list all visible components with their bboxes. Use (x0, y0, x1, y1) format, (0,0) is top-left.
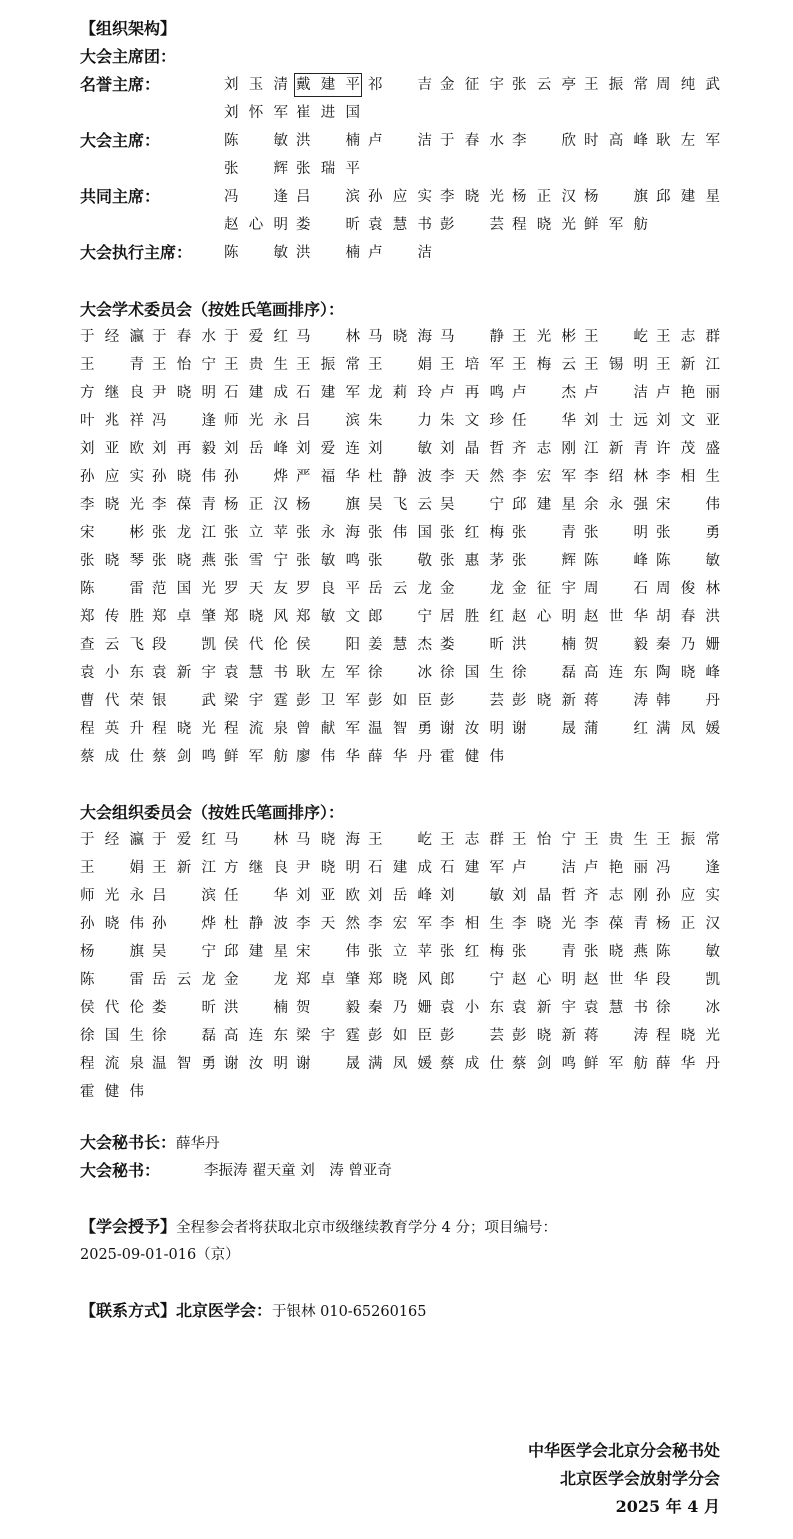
committee-member-name: 程晓光 (152, 721, 216, 737)
committee-member-name: 张 勇 (656, 525, 720, 541)
org-member-name: 王振常 (584, 77, 648, 93)
committee-member-name: 师光永 (80, 888, 144, 904)
org-member-name: 金征宇 (440, 77, 504, 93)
committee-member-name: 秦乃姗 (368, 1000, 432, 1016)
committee-member-name: 彭如臣 (368, 1028, 432, 1044)
committee-member-name: 卢 杰 (512, 385, 576, 401)
org-member-name: 赵心明 (224, 217, 288, 233)
committee-member-name: 彭卫军 (296, 693, 360, 709)
credit-text: 全程参会者将获取北京市级继续教育学分 4 分；项目编号： (176, 1220, 557, 1236)
org-member-name: 杨 旗 (584, 189, 648, 205)
committee-member-name: 耿左军 (296, 665, 360, 681)
committee-member-name: 吴 宁 (152, 944, 216, 960)
committee-member-name: 马 林 (296, 329, 360, 345)
committee-member-name: 徐 磊 (152, 1028, 216, 1044)
committee-member-name: 洪 楠 (512, 637, 576, 653)
committee-member-name: 赵世华 (584, 609, 648, 625)
committee-member-name: 张晓琴 (80, 553, 144, 569)
committee-member-name: 郎 宁 (440, 972, 504, 988)
org-member-name: 刘怀军 (224, 105, 288, 121)
committee-member-name: 蔡成仕 (80, 749, 144, 765)
org-member-name: 周纯武 (656, 77, 720, 93)
committee-member-name: 程流泉 (224, 721, 288, 737)
committee-member-name: 宋 伟 (296, 944, 360, 960)
committee-member-name: 梁宇霆 (296, 1028, 360, 1044)
org-member-name: 刘玉清 (224, 77, 288, 93)
committee-member-name: 鲜军舫 (224, 749, 288, 765)
committee-member-name: 朱 力 (368, 413, 432, 429)
committee-member-name: 刘爱连 (296, 441, 360, 457)
committee-member-name: 袁小东 (440, 1000, 504, 1016)
committee-member-name: 石建成 (224, 385, 288, 401)
org-member-name: 洪 楠 (296, 245, 360, 261)
committee-member-name: 娄 昕 (440, 637, 504, 653)
committee-member-name: 彭 芸 (440, 693, 504, 709)
committee-member-name: 罗良平 (296, 581, 360, 597)
committee-member-name: 岳云龙 (152, 972, 216, 988)
org-member-name: 娄 昕 (296, 217, 360, 233)
committee-member-name: 张立苹 (224, 525, 288, 541)
committee-member-name: 薛华丹 (656, 1056, 720, 1072)
org-row-label: 大会主席： (80, 131, 161, 150)
footer-org-2: 北京医学会放射学分会 (559, 1469, 720, 1488)
committee-member-name: 王 青 (80, 357, 144, 373)
committee-member-name: 陈 敏 (656, 944, 720, 960)
presidium-label: 大会主席团： (80, 47, 177, 66)
committee-member-name: 王志群 (440, 832, 504, 848)
committee-member-name: 李宏军 (512, 469, 576, 485)
committee-member-name: 彭晓新 (512, 693, 576, 709)
committee-member-name: 于爱红 (224, 329, 288, 345)
committee-member-name: 刘文亚 (656, 413, 720, 429)
committee-member-name: 刘再毅 (152, 441, 216, 457)
committee-member-name: 袁新宇 (512, 1000, 576, 1016)
committee-member-name: 张 辉 (512, 553, 576, 569)
committee-member-name: 刘 敏 (440, 888, 504, 904)
org-member-name: 张云亭 (512, 77, 576, 93)
committee-member-name: 罗天友 (224, 581, 288, 597)
committee-member-name: 张红梅 (440, 944, 504, 960)
committee-member-name: 王怡宁 (152, 357, 216, 373)
committee-member-name: 李天然 (440, 469, 504, 485)
committee-member-name: 方继良 (224, 860, 288, 876)
secretaries-value: 李振涛 翟天童 刘 涛 曾亚奇 (204, 1163, 392, 1179)
committee-member-name: 徐国生 (80, 1028, 144, 1044)
committee-member-name: 张龙江 (152, 525, 216, 541)
committee-member-name: 张立苹 (368, 944, 432, 960)
committee-member-name: 娄 昕 (152, 1000, 216, 1016)
committee-member-name: 王 娟 (368, 357, 432, 373)
committee-member-name: 岳云龙 (368, 581, 432, 597)
committee-member-name: 郑卓肇 (296, 972, 360, 988)
committee-member-name: 王新江 (656, 357, 720, 373)
committee-member-name: 徐 冰 (656, 1000, 720, 1016)
committee-member-name: 温智勇 (368, 721, 432, 737)
committee-member-name: 于经瀛 (80, 329, 144, 345)
committee-member-name: 刘士远 (584, 413, 648, 429)
committee-member-name: 金 龙 (224, 972, 288, 988)
committee-member-name: 蔡剑鸣 (152, 749, 216, 765)
credit-line (80, 1217, 557, 1238)
committee-member-name: 杜静波 (368, 469, 432, 485)
committee-member-name: 刘亚欧 (296, 888, 360, 904)
committee-member-name: 刘岳峰 (368, 888, 432, 904)
committee-member-name: 曹代荣 (80, 693, 144, 709)
committee-member-name: 秦乃姗 (656, 637, 720, 653)
committee-member-name: 高连东 (584, 665, 648, 681)
committee-member-name: 张晓燕 (584, 944, 648, 960)
committee-member-name: 贺 毅 (584, 637, 648, 653)
committee-member-name: 王振常 (656, 832, 720, 848)
committee-member-name: 尹晓明 (152, 385, 216, 401)
secretary-general-line (80, 1133, 220, 1154)
committee-member-name: 金 龙 (440, 581, 504, 597)
committee-member-name: 孙晓伟 (80, 916, 144, 932)
committee-member-name: 霍健伟 (440, 749, 504, 765)
org-member-name: 陈 敏 (224, 133, 288, 149)
committee-member-name: 张 敬 (368, 553, 432, 569)
committee-member-name: 范国光 (152, 581, 216, 597)
committee-member-name: 刘晶哲 (440, 441, 504, 457)
committee-member-name: 刘岳峰 (224, 441, 288, 457)
committee-member-name: 王贵生 (224, 357, 288, 373)
committee-member-name: 彭晓新 (512, 1028, 576, 1044)
org-member-name: 戴建平 (296, 77, 360, 93)
committee-member-name: 李相生 (656, 469, 720, 485)
committee-member-name: 吴飞云 (368, 497, 432, 513)
committee-member-name: 谢 晟 (296, 1056, 360, 1072)
org-member-name: 鲜军舫 (584, 217, 648, 233)
committee-member-name: 孙 烨 (224, 469, 288, 485)
committee-member-name: 张 明 (584, 525, 648, 541)
committee-member-name: 蒲 红 (584, 721, 648, 737)
committee-member-name: 李绍林 (584, 469, 648, 485)
committee-member-name: 宋 伟 (656, 497, 720, 513)
secretaries-label: 大会秘书： (80, 1161, 161, 1180)
committee-member-name: 方继良 (80, 385, 144, 401)
committee-member-name: 李晓光 (512, 916, 576, 932)
committee-member-name: 王怡宁 (512, 832, 576, 848)
committee-member-name: 许茂盛 (656, 441, 720, 457)
org-row-label: 名誉主席： (80, 75, 161, 94)
committee-member-name: 金征宇 (512, 581, 576, 597)
committee-member-name: 王振常 (296, 357, 360, 373)
committee-member-name: 石建军 (440, 860, 504, 876)
committee-member-name: 王志群 (656, 329, 720, 345)
credit-project-code: 2025-09-01-016（京） (80, 1247, 240, 1263)
committee-member-name: 李相生 (440, 916, 504, 932)
committee-member-name: 徐国生 (440, 665, 504, 681)
committee-member-name: 李宏军 (368, 916, 432, 932)
committee-member-name: 薛华丹 (368, 749, 432, 765)
committee-member-name: 赵心明 (512, 972, 576, 988)
committee-member-name: 鲜军舫 (584, 1056, 648, 1072)
committee-member-name: 侯 阳 (296, 637, 360, 653)
committee-member-name: 任 华 (512, 413, 576, 429)
org-member-name: 袁慧书 (368, 217, 432, 233)
committee-member-name: 刘亚欧 (80, 441, 144, 457)
committee-member-name: 徐 磊 (512, 665, 576, 681)
committee-member-name: 杨正汉 (656, 916, 720, 932)
org-member-name: 卢 洁 (368, 245, 432, 261)
org-member-name: 卢 洁 (368, 133, 432, 149)
committee-member-name: 齐志刚 (584, 888, 648, 904)
committee-member-name: 卢 洁 (512, 860, 576, 876)
org-member-name: 孙应实 (368, 189, 432, 205)
committee-member-name: 刘晶哲 (512, 888, 576, 904)
committee-member-name: 王培军 (440, 357, 504, 373)
org-member-name: 于春水 (440, 133, 504, 149)
committee-member-name: 张伟国 (368, 525, 432, 541)
committee-member-name: 陶晓峰 (656, 665, 720, 681)
org-member-name: 张 辉 (224, 161, 288, 177)
org-member-name: 杨正汉 (512, 189, 576, 205)
committee-member-name: 袁慧书 (584, 1000, 648, 1016)
org-member-name: 李晓光 (440, 189, 504, 205)
committee-member-name: 王贵生 (584, 832, 648, 848)
committee-member-name: 贺 毅 (296, 1000, 360, 1016)
org-member-name: 吕 滨 (296, 189, 360, 205)
committee-member-name: 卢 洁 (584, 385, 648, 401)
organizing-committee-heading: 大会组织委员会（按姓氏笔画排序）： (80, 803, 345, 822)
committee-member-name: 张 青 (512, 525, 576, 541)
committee-member-name: 陈 敏 (656, 553, 720, 569)
committee-member-name: 任 华 (224, 888, 288, 904)
committee-member-name: 卢艳丽 (656, 385, 720, 401)
committee-member-name: 张 青 (512, 944, 576, 960)
committee-member-name: 冯 逢 (656, 860, 720, 876)
org-row-label: 大会执行主席： (80, 243, 193, 262)
committee-member-name: 宋 彬 (80, 525, 144, 541)
contact-value: 于银林 010-65260165 (272, 1304, 427, 1320)
academic-committee-heading: 大会学术委员会（按姓氏笔画排序）： (80, 300, 345, 319)
committee-member-name: 冯 逢 (152, 413, 216, 429)
committee-member-name: 张雪宁 (224, 553, 288, 569)
committee-member-name: 马 林 (224, 832, 288, 848)
committee-member-name: 朱文珍 (440, 413, 504, 429)
committee-member-name: 彭如臣 (368, 693, 432, 709)
footer-date: 2025 年 4 月 (615, 1497, 720, 1516)
committee-member-name: 张永海 (296, 525, 360, 541)
committee-member-name: 高连东 (224, 1028, 288, 1044)
committee-member-name: 程流泉 (80, 1056, 144, 1072)
committee-member-name: 郑晓风 (224, 609, 288, 625)
org-member-name: 张瑞平 (296, 161, 360, 177)
committee-member-name: 杨 旗 (296, 497, 360, 513)
committee-member-name: 王锡明 (584, 357, 648, 373)
committee-member-name: 马 静 (440, 329, 504, 345)
committee-member-name: 马晓海 (368, 329, 432, 345)
committee-member-name: 郑卓肇 (152, 609, 216, 625)
committee-member-name: 陈 峰 (584, 553, 648, 569)
committee-member-name: 吕 滨 (296, 413, 360, 429)
committee-member-name: 孙应实 (656, 888, 720, 904)
credit-label: 【学会授予】 (80, 1217, 177, 1236)
committee-member-name: 王光彬 (512, 329, 576, 345)
committee-member-name: 周 石 (584, 581, 648, 597)
committee-member-name: 齐志刚 (512, 441, 576, 457)
org-member-name: 崔进国 (296, 105, 360, 121)
org-heading: 【组织架构】 (80, 19, 177, 38)
committee-member-name: 蔡成仕 (440, 1056, 504, 1072)
committee-member-name: 段 凯 (152, 637, 216, 653)
committee-member-name: 曾献军 (296, 721, 360, 737)
committee-member-name: 李葆青 (152, 497, 216, 513)
committee-member-name: 孙应实 (80, 469, 144, 485)
committee-member-name: 师光永 (224, 413, 288, 429)
committee-member-name: 余永强 (584, 497, 648, 513)
committee-member-name: 吕 滨 (152, 888, 216, 904)
committee-member-name: 郑传胜 (80, 609, 144, 625)
committee-member-name: 谢汝明 (440, 721, 504, 737)
committee-member-name: 杨 旗 (80, 944, 144, 960)
org-member-name: 祁 吉 (368, 77, 432, 93)
committee-member-name: 王 娟 (80, 860, 144, 876)
committee-member-name: 于爱红 (152, 832, 216, 848)
committee-member-name: 侯代伦 (224, 637, 288, 653)
committee-member-name: 马晓海 (296, 832, 360, 848)
org-member-name: 程晓光 (512, 217, 576, 233)
committee-member-name: 王 屹 (584, 329, 648, 345)
committee-member-name: 吴 宁 (440, 497, 504, 513)
secretary-general-label: 大会秘书长： (80, 1133, 177, 1152)
committee-member-name: 卢再鸣 (440, 385, 504, 401)
committee-member-name: 程英升 (80, 721, 144, 737)
committee-member-name: 郑敏文 (296, 609, 360, 625)
committee-member-name: 满凤媛 (656, 721, 720, 737)
committee-member-name: 陈 雷 (80, 972, 144, 988)
committee-member-name: 胡春洪 (656, 609, 720, 625)
committee-member-name: 张红梅 (440, 525, 504, 541)
org-member-name: 彭 芸 (440, 217, 504, 233)
org-member-name: 洪 楠 (296, 133, 360, 149)
committee-member-name: 程晓光 (656, 1028, 720, 1044)
committee-member-name: 蒋 涛 (584, 1028, 648, 1044)
committee-member-name: 李葆青 (584, 916, 648, 932)
org-member-name: 时高峰 (584, 133, 648, 149)
committee-member-name: 孙 烨 (152, 916, 216, 932)
committee-member-name: 杨正汉 (224, 497, 288, 513)
committee-member-name: 龙莉玲 (368, 385, 432, 401)
committee-member-name: 郎 宁 (368, 609, 432, 625)
org-member-name: 耿左军 (656, 133, 720, 149)
committee-member-name: 袁慧书 (224, 665, 288, 681)
committee-member-name: 梁宇霆 (224, 693, 288, 709)
committee-member-name: 温智勇 (152, 1056, 216, 1072)
committee-member-name: 周俊林 (656, 581, 720, 597)
committee-member-name: 李晓光 (80, 497, 144, 513)
org-row-label: 共同主席： (80, 187, 161, 206)
committee-member-name: 袁小东 (80, 665, 144, 681)
committee-member-name: 王新江 (152, 860, 216, 876)
committee-member-name: 于春水 (152, 329, 216, 345)
committee-member-name: 江新青 (584, 441, 648, 457)
committee-member-name: 卢艳丽 (584, 860, 648, 876)
committee-member-name: 陈 雷 (80, 581, 144, 597)
committee-member-name: 洪 楠 (224, 1000, 288, 1016)
org-member-name: 李 欣 (512, 133, 576, 149)
committee-member-name: 邱建星 (224, 944, 288, 960)
committee-member-name: 王 屹 (368, 832, 432, 848)
committee-member-name: 袁新宇 (152, 665, 216, 681)
org-member-name: 邱建星 (656, 189, 720, 205)
committee-member-name: 石建军 (296, 385, 360, 401)
org-member-name: 陈 敏 (224, 245, 288, 261)
committee-member-name: 尹晓明 (296, 860, 360, 876)
committee-member-name: 彭 芸 (440, 1028, 504, 1044)
committee-member-name: 刘 敏 (368, 441, 432, 457)
committee-member-name: 廖伟华 (296, 749, 360, 765)
committee-member-name: 张晓燕 (152, 553, 216, 569)
committee-member-name: 谢汝明 (224, 1056, 288, 1072)
committee-member-name: 满凤媛 (368, 1056, 432, 1072)
committee-member-name: 徐 冰 (368, 665, 432, 681)
committee-member-name: 居胜红 (440, 609, 504, 625)
contact-label: 【联系方式】北京医学会： (80, 1301, 273, 1320)
committee-member-name: 段 凯 (656, 972, 720, 988)
committee-member-name: 郑晓风 (368, 972, 432, 988)
committee-member-name: 赵世华 (584, 972, 648, 988)
committee-member-name: 孙晓伟 (152, 469, 216, 485)
footer-org-1: 中华医学会北京分会秘书处 (527, 1441, 720, 1460)
contact-line (80, 1301, 427, 1322)
org-member-name: 冯 逢 (224, 189, 288, 205)
committee-member-name: 王梅云 (512, 357, 576, 373)
committee-member-name: 赵心明 (512, 609, 576, 625)
committee-member-name: 张敏鸣 (296, 553, 360, 569)
committee-member-name: 叶兆祥 (80, 413, 144, 429)
committee-member-name: 银 武 (152, 693, 216, 709)
committee-member-name: 韩 丹 (656, 693, 720, 709)
committee-member-name: 邱建星 (512, 497, 576, 513)
committee-member-name: 于经瀛 (80, 832, 144, 848)
committee-member-name: 严福华 (296, 469, 360, 485)
committee-member-name: 侯代伦 (80, 1000, 144, 1016)
committee-member-name: 查云飞 (80, 637, 144, 653)
committee-member-name: 李天然 (296, 916, 360, 932)
committee-member-name: 石建成 (368, 860, 432, 876)
committee-member-name: 谢 晟 (512, 721, 576, 737)
committee-member-name: 姜慧杰 (368, 637, 432, 653)
committee-member-name: 蔡剑鸣 (512, 1056, 576, 1072)
committee-member-name: 蒋 涛 (584, 693, 648, 709)
secretary-general-value: 薛华丹 (176, 1136, 220, 1152)
committee-member-name: 霍健伟 (80, 1084, 144, 1100)
committee-member-name: 杜静波 (224, 916, 288, 932)
committee-member-name: 张惠茅 (440, 553, 504, 569)
